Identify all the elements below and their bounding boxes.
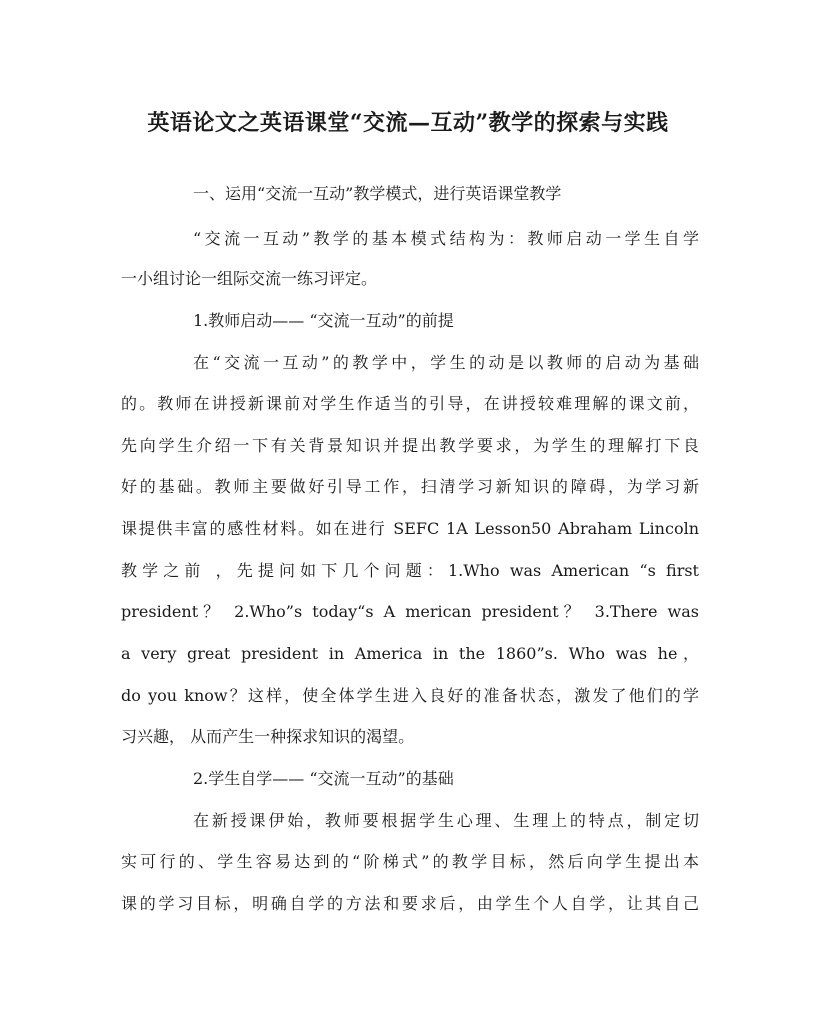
paragraph-line: president？ 2.Who”s today“s A merican president？ 3.There was <box>121 602 699 621</box>
section-heading-1: 一、运用“交流一互动”教学模式，进行英语课堂教学 <box>193 184 562 203</box>
document-title: 英语论文之英语课堂“交流—互动”教学的探索与实践 <box>147 110 669 136</box>
paragraph-line: 的。教师在讲授新课前对学生作适当的引导，在讲授较难理解的课文前， <box>121 394 699 413</box>
paragraph-line: 教学之前 ，先提问如下几个问题：1.Who was American “s first <box>121 561 699 580</box>
paragraph-line: 课的学习目标，明确自学的方法和要求后，由学生个人自学，让其自己 <box>121 894 699 913</box>
paragraph-line: 好的基础。教师主要做好引导工作，扫清学习新知识的障碍，为学习新 <box>121 477 699 496</box>
paragraph-line: 课提供丰富的感性材料。如在进行 SEFC 1A Lesson50 Abraham Lincoln <box>121 519 699 538</box>
paragraph-line: 习兴趣， 从而产生一种探求知识的渴望。 <box>121 727 415 746</box>
subsection-heading-2: 2.学生自学—— “交流一互动”的基础 <box>193 769 454 788</box>
subsection-heading-1: 1.教师启动—— “交流一互动”的前提 <box>193 311 454 330</box>
paragraph-line: 先向学生介绍一下有关背景知识并提出教学要求，为学生的理解打下良 <box>121 436 699 455</box>
paragraph-line: 在“交流一互动”的教学中，学生的动是以教师的启动为基础 <box>193 353 699 372</box>
paragraph-line: 实可行的、学生容易达到的“阶梯式”的教学目标，然后向学生提出本 <box>121 852 699 871</box>
paragraph-line: do you know？这样，使全体学生进入良好的准备状态，激发了他们的学 <box>121 686 699 705</box>
paragraph-line: 一小组讨论一组际交流一练习评定。 <box>121 269 378 288</box>
paragraph-line: 在新授课伊始，教师要根据学生心理、生理上的特点，制定切 <box>193 811 699 830</box>
paragraph-line: “交流一互动”教学的基本模式结构为：教师启动一学生自学 <box>193 229 699 248</box>
paragraph-line: a very great president in America in the 1860”s. Who was he， <box>121 644 699 663</box>
